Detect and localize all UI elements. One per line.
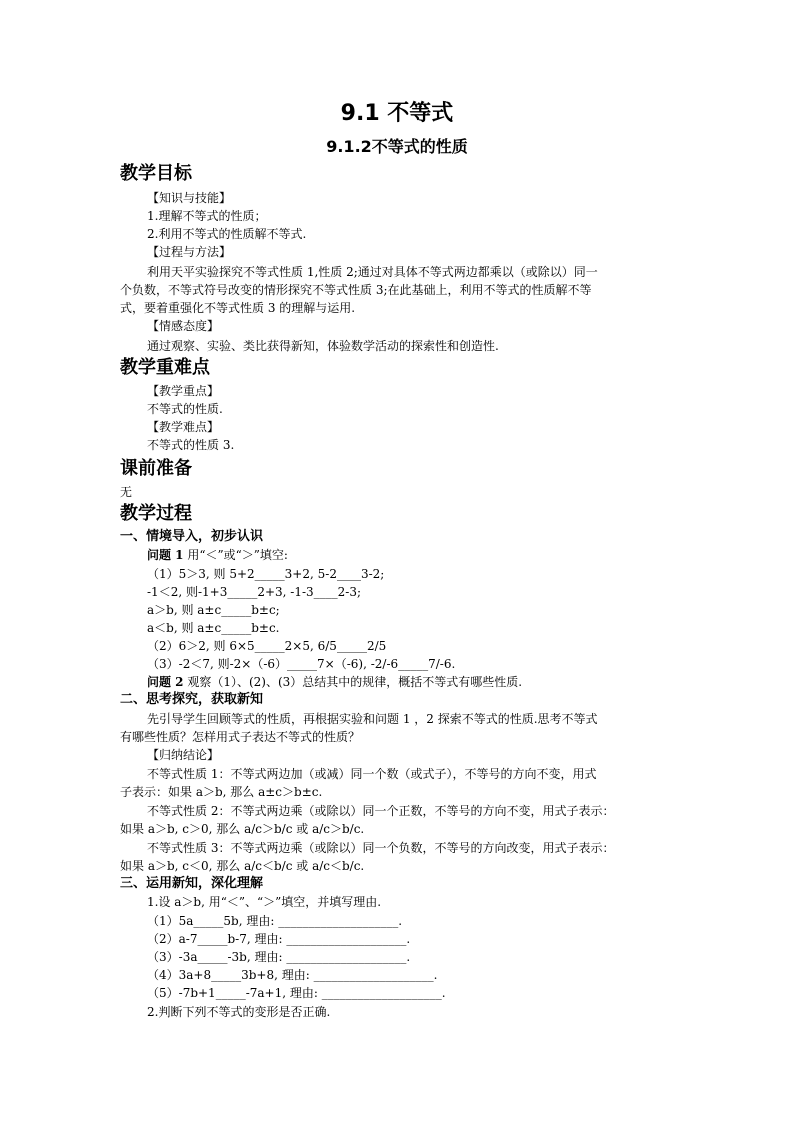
- knowledge-item-2: 2.利用不等式的性质解不等式.: [147, 227, 307, 241]
- exercise-1-item-4: （4）3a+8_____3b+8, 理由: ____________________.: [147, 968, 438, 982]
- exercise-line-4: a＜b, 则 a±c_____b±c.: [147, 621, 280, 635]
- question-2: [147, 674, 522, 691]
- conclusion-heading: 【归纳结论】: [147, 748, 220, 762]
- exercise-1-item-5: （5）-7b+1_____-7a+1, 理由: ____________________.: [147, 986, 446, 1000]
- exercise-line-6: （3）-2＜7, 则-2×（-6）_____7×（-6), -2/-6_____7/-6.: [147, 657, 456, 671]
- knowledge-item-1: 1.理解不等式的性质；: [147, 209, 267, 223]
- emotion-heading: 【情感态度】: [147, 319, 220, 333]
- exercise-line-5: （2）6＞2, 则 6×5_____2×5, 6/5_____2/5: [147, 639, 387, 653]
- explore-line-2: 有哪些性质？怎样用式子表达不等式的性质？: [120, 730, 361, 744]
- preparation-text: 无: [120, 485, 133, 499]
- question-1-label: 问题 1: [147, 548, 184, 562]
- question-2-label: 问题 2: [147, 675, 184, 689]
- process-method-line-2: 个负数，不等式符号改变的情形探究不等式性质 3;在此基础上，利用不等式的性质解不等: [120, 283, 592, 297]
- process-method-heading: 【过程与方法】: [147, 245, 232, 259]
- difficult-point-heading: 【教学难点】: [147, 420, 220, 434]
- exercise-1-prompt: 1.设 a＞b, 用“＜”、“＞”填空，并填写理由.: [147, 895, 382, 909]
- property-1-line-2: 子表示：如果 a＞b, 那么 a±c＞b±c.: [120, 785, 323, 799]
- section-heading-key-difficult: 教学重难点: [120, 357, 210, 378]
- section-heading-objectives: 教学目标: [120, 163, 192, 184]
- exercise-line-2: -1＜2, 则-1+3_____2+3, -1-3____2-3;: [147, 585, 362, 599]
- section-heading-process: 教学过程: [120, 503, 192, 524]
- page-subtitle: 9.1.2不等式的性质: [326, 137, 468, 156]
- section-heading-preparation: 课前准备: [120, 458, 192, 479]
- process-method-line-3: 式，要着重强化不等式性质 3 的理解与运用.: [120, 301, 356, 315]
- page-title: 9.1 不等式: [340, 101, 454, 126]
- exercise-2-prompt: 2.判断下列不等式的变形是否正确.: [147, 1005, 331, 1019]
- part3-heading: 三、运用新知，深化理解: [120, 876, 264, 891]
- key-point-heading: 【教学重点】: [147, 384, 220, 398]
- property-1-line-1: 不等式性质 1：不等式两边加（或减）同一个数（或式子），不等号的方向不变，用式: [147, 767, 597, 781]
- exercise-1-item-1: （1）5a_____5b, 理由: ____________________.: [147, 914, 403, 928]
- process-method-line-1: 利用天平实验探究不等式性质 1,性质 2;通过对具体不等式两边都乘以（或除以）同一: [147, 265, 598, 279]
- exercise-1-item-2: （2）a-7_____b-7, 理由: ____________________.: [147, 932, 411, 946]
- emotion-line: 通过观察、实验、类比获得新知，体验数学活动的探索性和创造性.: [147, 339, 499, 353]
- property-3-line-2: 如果 a＞b, c＜0, 那么 a/c＜b/c 或 a/c＜b/c.: [120, 859, 365, 873]
- part2-heading: 二、思考探究，获取新知: [120, 692, 264, 707]
- explore-line-1: 先引导学生回顾等式的性质，再根据实验和问题 1 ，2 探索不等式的性质.思考不等式: [147, 712, 598, 726]
- part1-heading: 一、情境导入，初步认识: [120, 529, 264, 544]
- property-2-line-1: 不等式性质 2：不等式两边乘（或除以）同一个正数，不等号的方向不变，用式子表示：: [147, 804, 615, 818]
- property-3-line-1: 不等式性质 3：不等式两边乘（或除以）同一个负数，不等号的方向改变，用式子表示：: [147, 841, 615, 855]
- property-2-line-2: 如果 a＞b, c＞0, 那么 a/c＞b/c 或 a/c＞b/c.: [120, 822, 365, 836]
- exercise-1-item-3: （3）-3a_____-3b, 理由: ____________________.: [147, 950, 411, 964]
- exercise-line-3: a＞b, 则 a±c_____b±c;: [147, 603, 280, 617]
- question-1-text: 用“＜”或“＞”填空:: [183, 548, 288, 562]
- question-2-text: 观察（1）、(2)、(3）总结其中的规律，概括不等式有哪些性质.: [183, 675, 523, 689]
- knowledge-heading: 【知识与技能】: [147, 191, 232, 205]
- key-point-text: 不等式的性质.: [147, 402, 223, 416]
- difficult-point-text: 不等式的性质 3.: [147, 438, 235, 452]
- question-1: [147, 547, 288, 564]
- exercise-line-1: （1）5＞3, 则 5+2_____3+2, 5-2____3-2;: [147, 567, 385, 581]
